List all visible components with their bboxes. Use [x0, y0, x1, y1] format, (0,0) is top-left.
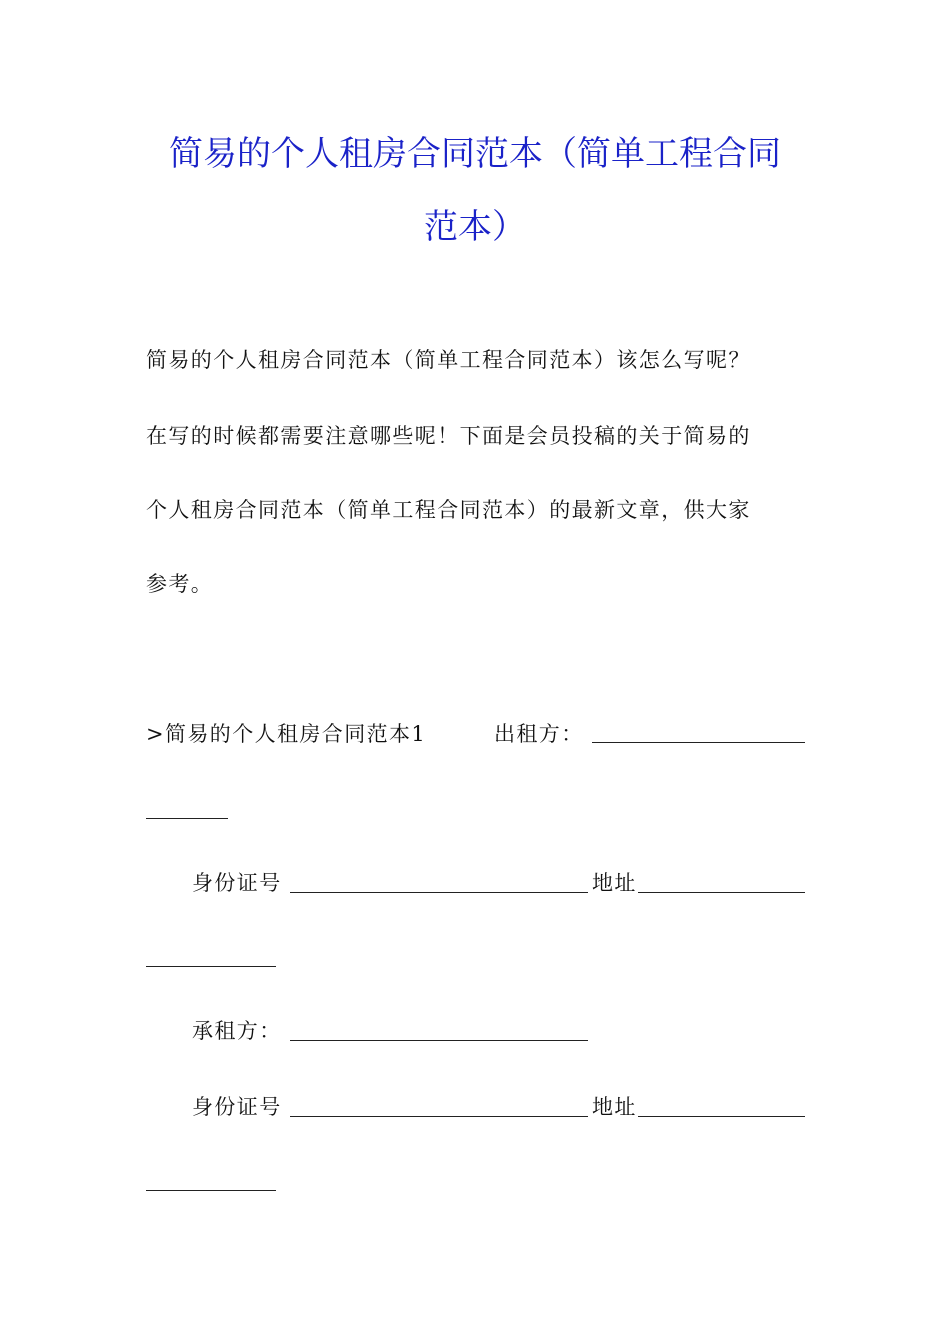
- lessor-id-label: 身份证号: [192, 871, 282, 895]
- document-title-line-1: 简易的个人租房合同范本（简单工程合同: [169, 134, 781, 174]
- lessee-id-label: 身份证号: [192, 1095, 282, 1119]
- lessor-address-underline: [638, 892, 805, 893]
- lessee-id-underline: [290, 1116, 588, 1117]
- lessee-name-underline: [290, 1040, 588, 1041]
- intro-line-4: 参考。: [146, 572, 214, 596]
- lessee-label: 承租方：: [192, 1019, 282, 1043]
- section-heading: >简易的个人租房合同范本1: [146, 722, 427, 746]
- lessor-address-label: 地址: [592, 871, 637, 895]
- intro-line-3: 个人租房合同范本（简单工程合同范本）的最新文章，供大家: [146, 498, 751, 522]
- lessee-address-label: 地址: [592, 1095, 637, 1119]
- intro-line-2: 在写的时候都需要注意哪些呢！下面是会员投稿的关于简易的: [146, 424, 751, 448]
- intro-line-1: 简易的个人租房合同范本（简单工程合同范本）该怎么写呢？: [146, 348, 751, 372]
- lessee-address-underline-cont: [146, 1190, 276, 1191]
- document-title-line-2: 范本）: [424, 207, 526, 247]
- lessor-address-underline-cont: [146, 966, 276, 967]
- lessor-name-underline: [592, 742, 805, 743]
- lessee-address-underline: [638, 1116, 805, 1117]
- lessor-label: 出租方：: [494, 722, 584, 746]
- lessor-name-underline-cont: [146, 818, 228, 819]
- lessor-id-underline: [290, 892, 588, 893]
